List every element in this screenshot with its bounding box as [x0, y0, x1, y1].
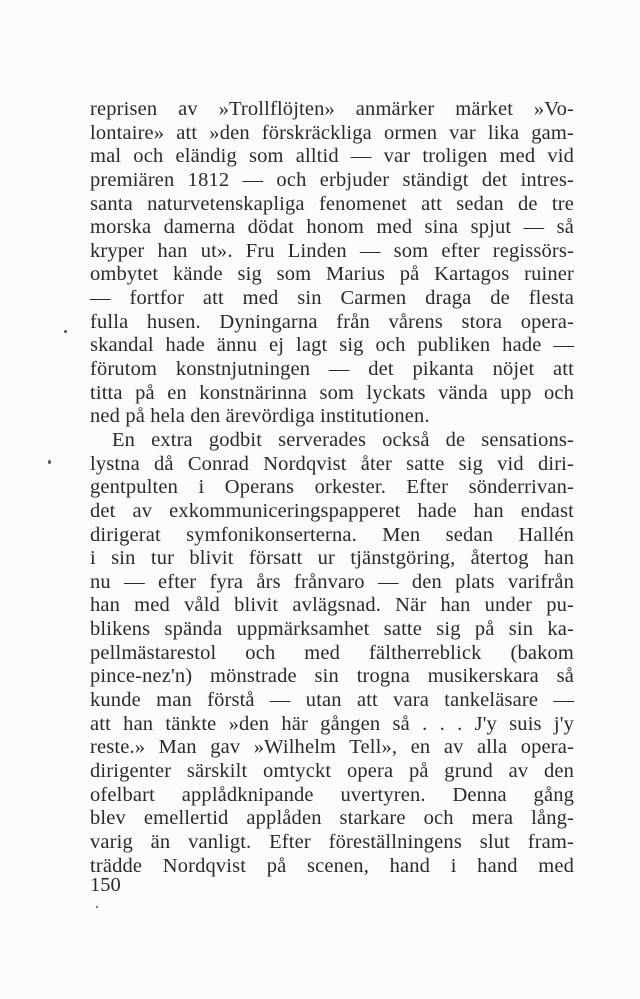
text-line: kunde man förstå — utan att vara tankeläsare — — [90, 689, 574, 712]
text-line: kryper han ut». Fru Linden — som efter regissörs- — [90, 239, 574, 262]
text-line: trädde Nordqvist på scenen, hand i hand med — [90, 854, 574, 877]
text-line: dirigenter särskilt omtyckt opera på grund av den — [90, 759, 574, 782]
text-line: mal och eländig som alltid — var troligen med vid — [90, 145, 574, 168]
text-line: pince-nez'n) mönstrade sin trogna musikerskara så — [90, 665, 574, 688]
paragraph-first-line: En extra godbit serverades också de sensations- — [112, 428, 574, 451]
text-line: morska damerna dödat honom med sina spjut — så — [90, 216, 574, 239]
text-line: lystna då Conrad Nordqvist åter satte sig vid diri- — [90, 452, 574, 475]
paper-speck — [96, 906, 98, 908]
page-number: 150 — [90, 874, 121, 896]
text-line: gentpulten i Operans orkester. Efter sönderrivan- — [90, 476, 574, 499]
text-line: förutom konstnjutningen — det pikanta nöjet att — [90, 358, 574, 381]
text-line: ofelbart applådknipande uvertyren. Denna gång — [90, 783, 574, 806]
text-line: pellmästarestol och med fältherreblick (bakom — [90, 641, 574, 664]
text-line: blikens spända uppmärksamhet satte sig på sin ka- — [90, 618, 574, 641]
text-line: dirigerat symfonikonserterna. Men sedan Hallén — [90, 523, 574, 546]
text-line: titta på en konstnärinna som lyckats vända upp och — [90, 381, 574, 404]
paper-speck — [64, 330, 67, 333]
text-line: skandal hade ännu ej lagt sig och publiken hade — — [90, 334, 574, 357]
text-line: santa naturvetenskapliga fenomenet att sedan de tre — [90, 192, 574, 215]
text-line: ombytet kände sig som Marius på Kartagos ruiner — [90, 263, 574, 286]
text-line: premiären 1812 — och erbjuder ständigt det intres- — [90, 168, 574, 191]
text-line: att han tänkte »den här gången så . . . J'y suis j'y — [90, 712, 574, 735]
text-line: det av exkommuniceringspapperet hade han endast — [90, 499, 574, 522]
text-line: reprisen av »Trollflöjten» anmärker märket »Vo- — [90, 98, 574, 120]
text-line: blev emellertid applåden starkare och mera lång- — [90, 807, 574, 830]
text-line: lontaire» att »den förskräckliga ormen var lika gam- — [90, 121, 574, 144]
paper-speck — [48, 460, 51, 464]
text-line: fulla husen. Dyningarna från vårens stora opera- — [90, 310, 574, 333]
text-line: varig än vanligt. Efter föreställningens slut fram- — [90, 830, 574, 853]
paragraph-last-line: ned på hela den ärevördiga institutionen. — [90, 405, 430, 428]
text-line: — fortfor att med sin Carmen draga de flesta — [90, 287, 574, 310]
text-line: reste.» Man gav »Wilhelm Tell», en av alla opera- — [90, 736, 574, 759]
body-text — [90, 98, 574, 878]
text-line: han med våld blivit avlägsnad. När han under pu- — [90, 594, 574, 617]
text-line: i sin tur blivit försatt ur tjänstgöring, återtog han — [90, 547, 574, 570]
text-line: nu — efter fyra års frånvaro — den plats varifrån — [90, 570, 574, 593]
